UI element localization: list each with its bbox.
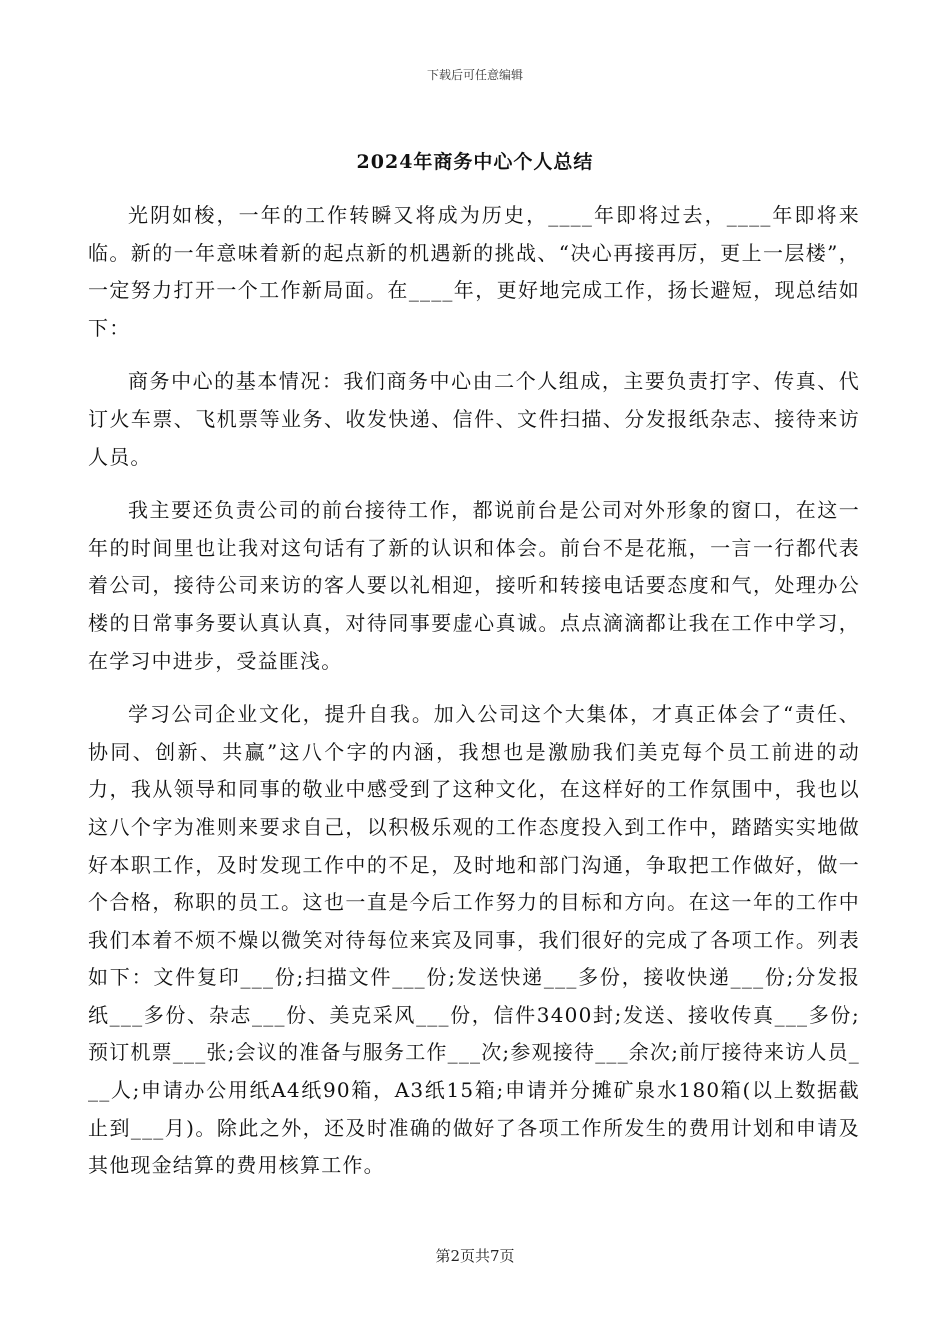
page-indicator: 第2页共7页 [435, 1247, 515, 1265]
paragraph-basic-info: 商务中心的基本情况：我们商务中心由二个人组成，主要负责打字、传真、代订火车票、飞机票等业务、收发快递、信件、文件扫描、分发报纸杂志、接待来访人员。 [88, 369, 860, 469]
header-note: 下载后可任意编辑 [426, 68, 523, 82]
paragraph-front-desk: 我主要还负责公司的前台接待工作，都说前台是公司对外形象的窗口，在这一年的时间里也让我对这句话有了新的认识和体会。前台不是花瓶，一言一行都代表着公司，接待公司来访的客人要以礼相迎，接听和转接电话要态度和气，处理办公楼的日常事务要认真认真，对待同事要虚心真诚。点点滴滴都让我在工作中学习，在学习中进步，受益匪浅。 [88, 498, 860, 673]
paragraph-intro: 光阴如梭，一年的工作转瞬又将成为历史，____年即将过去，____年即将来临。新的一年意味着新的起点新的机遇新的挑战、“决心再接再厉，更上一层楼”，一定努力打开一个工作新局面。在____年，更好地完成工作，扬长避短，现总结如下： [88, 203, 860, 340]
document-body [88, 197, 860, 1201]
document-title: 2024年商务中心个人总结 [356, 151, 594, 173]
paragraph-culture: 学习公司企业文化，提升自我。加入公司这个大集体，才真正体会了“责任、协同、创新、共赢”这八个字的内涵，我想也是激励我们美克每个员工前进的动力，我从领导和同事的敬业中感受到了这种文化，在这样好的工作氛围中，我也以这八个字为准则来要求自己，以积极乐观的工作态度投入到工作中，踏踏实实地做好本职工作，及时发现工作中的不足，及时地和部门沟通，争取把工作做好，做一个合格，称职的员工。这也一直是今后工作努力的目标和方向。在这一年的工作中我们本着不烦不燥以微笑对待每位来宾及同事，我们很好的完成了各项工作。列表如下：文件复印___份;扫描文件___份;发送快递___多份，接收快递___份;分发报纸___多份、杂志___份、美克采风___份，信件3400封;发送、接收传真___多份;预订机票___张;会议的准备与服务工作___次;参观接待___余次;前厅接待来访人员___人;申请办公用纸A4纸90箱，A3纸15箱;申请并分摊矿泉水180箱(以上数据截止到___月)。除此之外，还及时准确的做好了各项工作所发生的费用计划和申请及其他现金结算的费用核算工作。 [88, 702, 860, 1178]
